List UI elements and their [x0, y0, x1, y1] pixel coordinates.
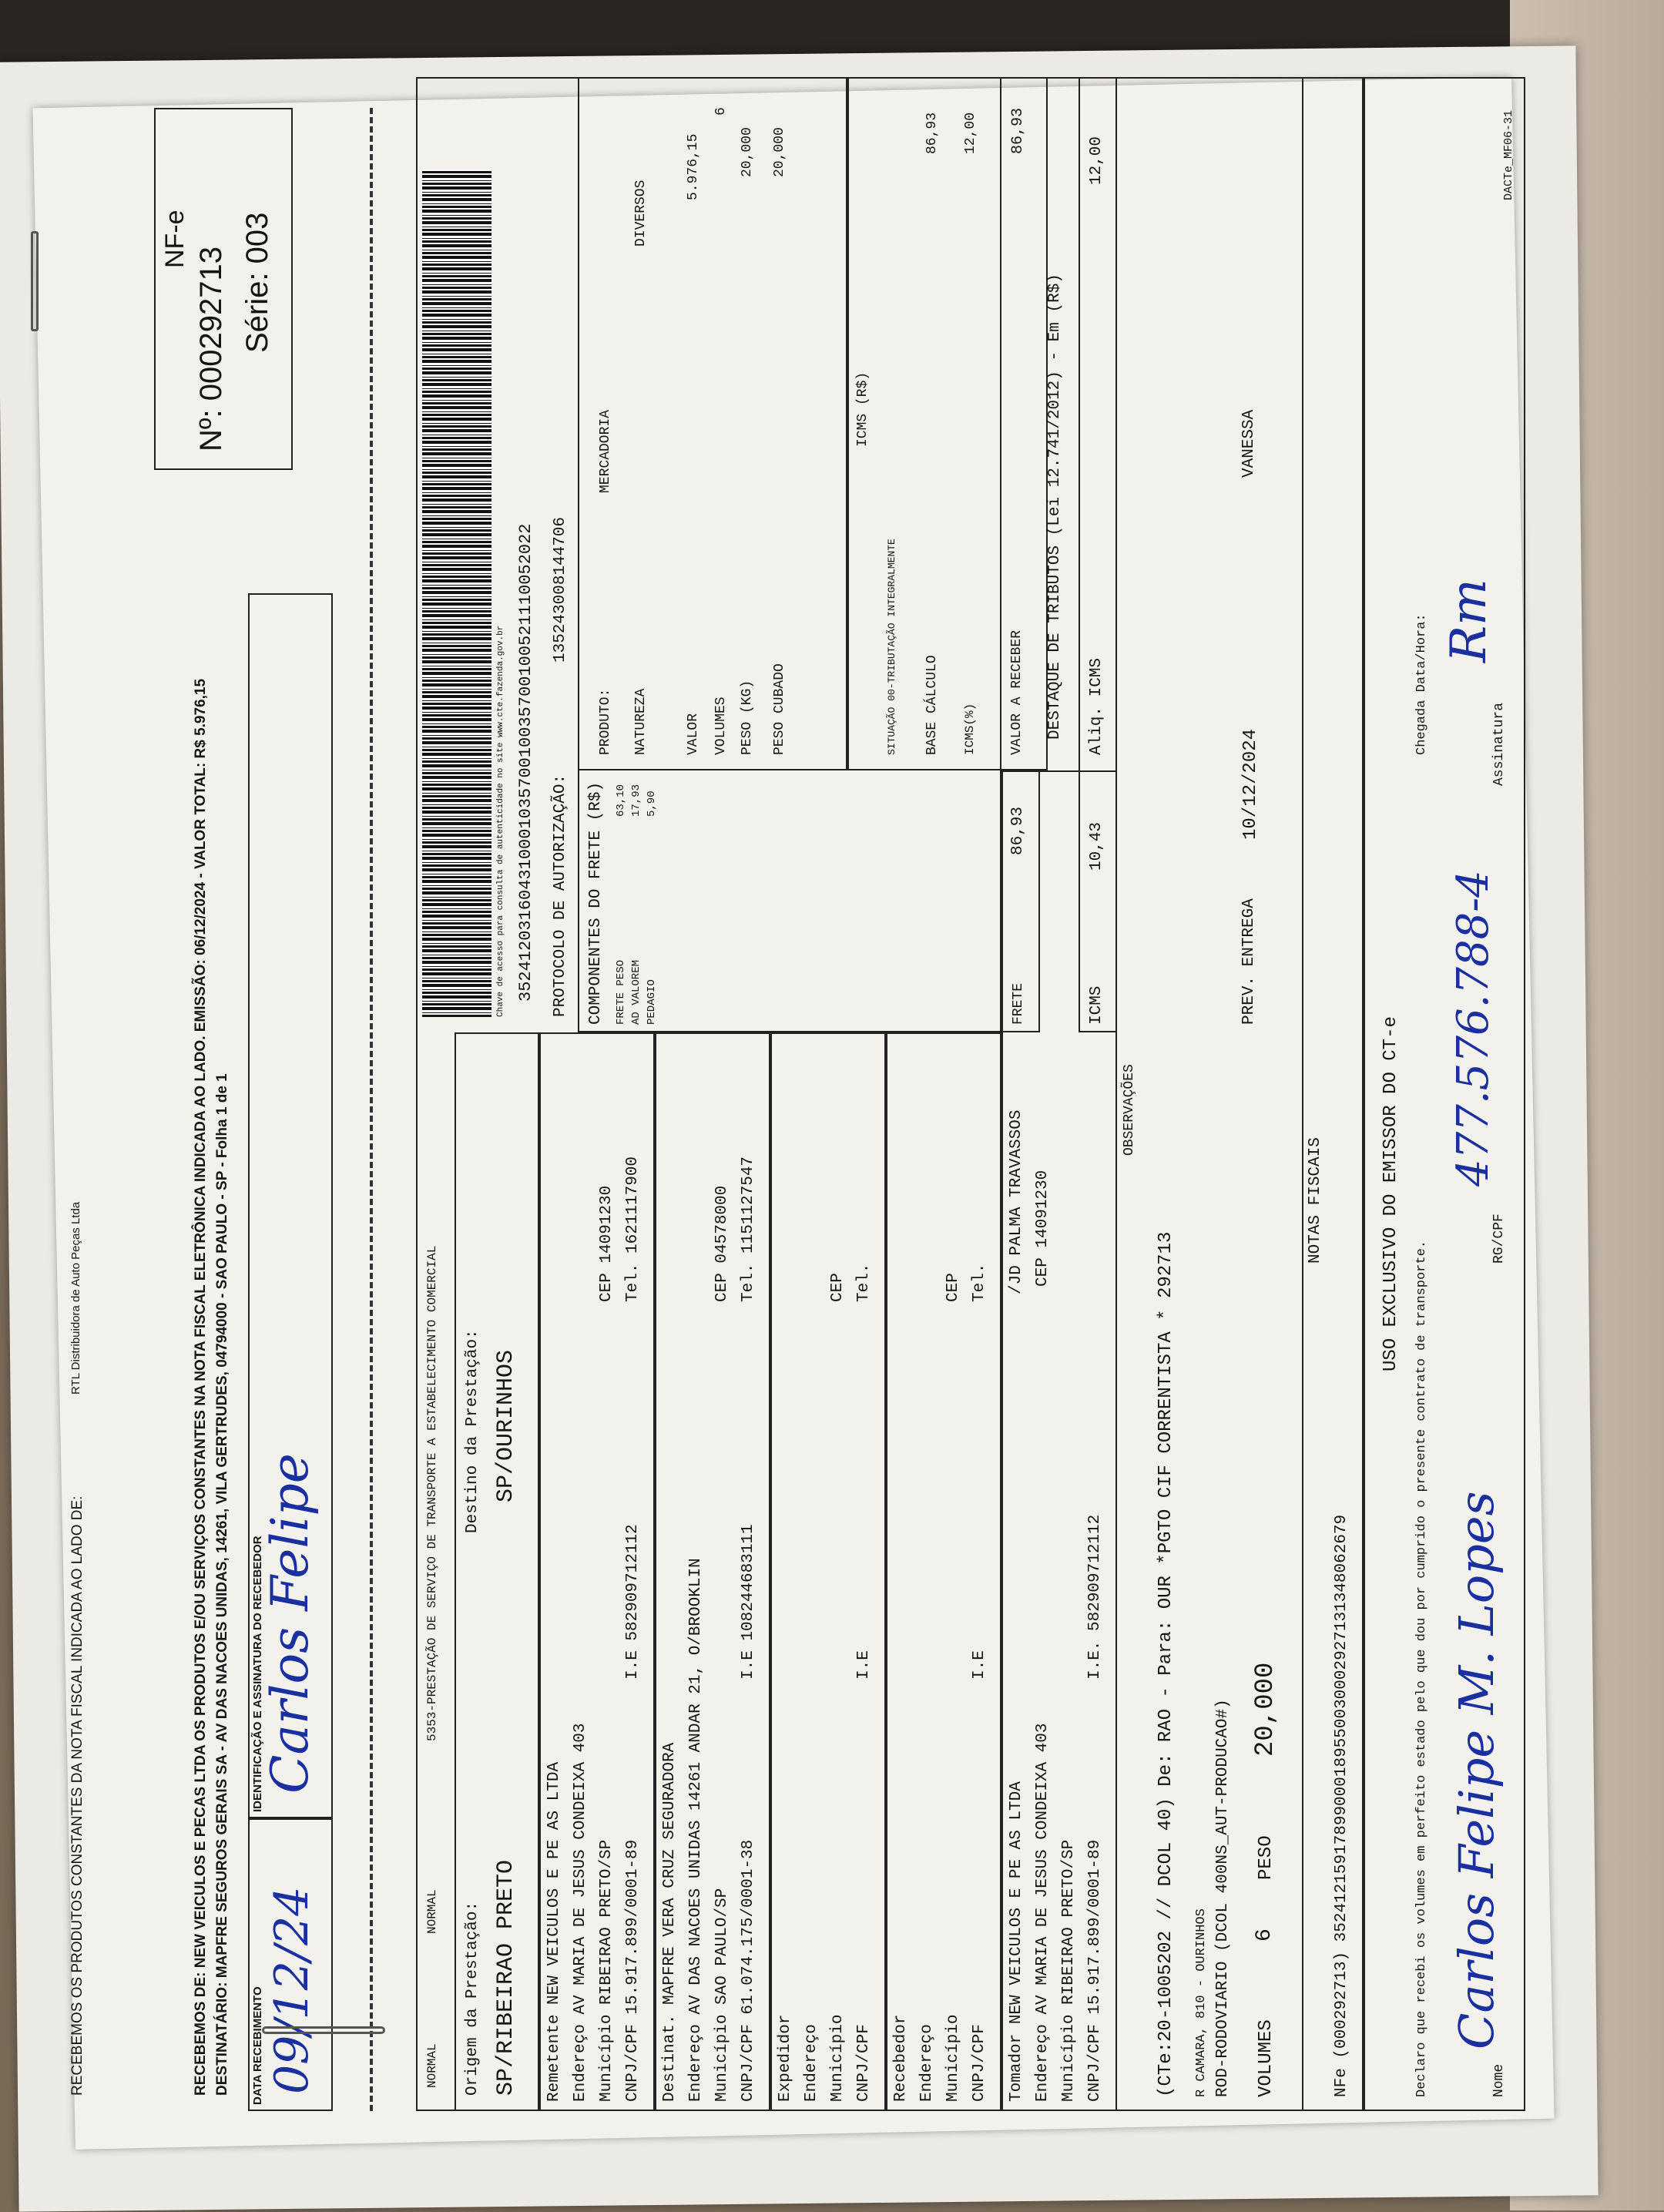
tomador-row2: Endereço AV MARIA DE JESUS CONDEIXA 403: [1034, 1723, 1052, 2102]
footer-code: DACTe_MF06-31: [1502, 109, 1515, 200]
valor-receber-value: 86,93: [1009, 107, 1027, 154]
componente-3-name: PEDAGIO: [646, 979, 658, 1025]
recebedor-row3: Município: [944, 2014, 962, 2102]
frete-label: FRETE: [1011, 982, 1026, 1025]
volumes-value: 6: [1253, 1928, 1277, 1942]
rg-value: 477.576.788-4: [1448, 870, 1498, 1187]
tear-line: [370, 108, 373, 2111]
receipt-date-box: [248, 1818, 333, 2111]
origem-label: Origem da Prestação:: [464, 1901, 481, 2096]
componente-1-name: FRETE PESO: [615, 959, 627, 1025]
expedidor-row3: Município: [829, 2014, 847, 2102]
recebedor-tel: Tel.: [971, 1263, 988, 1302]
produto-value: MERCADORIA: [598, 409, 613, 493]
peso-value: 20,000: [1251, 1662, 1280, 1757]
remetente-row2: Endereço AV MARIA DE JESUS CONDEIXA 403: [572, 1723, 589, 2102]
produto-label: PRODUTO:: [598, 688, 613, 755]
remetente-tel: Tel. 1621117900: [624, 1156, 642, 1302]
valor-value: 5.976,15: [686, 133, 701, 200]
expedidor-row4: CNPJ/CPF: [855, 2024, 873, 2102]
expedidor-row1: Expedidor: [777, 2014, 794, 2102]
componente-2-name: AD VALOREM: [630, 959, 642, 1025]
tomador-cep: CEP 14091230: [1034, 1170, 1052, 1287]
barcode: [422, 170, 491, 1017]
expedidor-row2: Endereço: [803, 2024, 820, 2102]
tomador-row4: CNPJ/CPF 15.917.899/0001-89: [1086, 1839, 1104, 2102]
chave-label: Chave de acesso para consulta de autenticidade no site www.cte.fazenda.gov.br: [496, 625, 505, 1017]
prev-entrega-value: 10/12/2024: [1240, 728, 1261, 840]
aliq-row-value: 12,00: [1088, 136, 1105, 185]
icms-situacao: SITUAÇÃO 00-TRIBUTAÇÃO INTEGRALMENTE: [886, 539, 897, 755]
receipt-band: [162, 77, 416, 2111]
destinatario-row3: Município SAO PAULO/SP: [713, 1888, 731, 2102]
vanessa-label: VANESSA: [1240, 409, 1258, 478]
rg-label: RG/CPF: [1491, 1213, 1507, 1264]
tipo-label: NORMAL: [425, 2043, 439, 2088]
origem-value: SP/RIBEIRAO PRETO: [493, 1859, 519, 2096]
recebedor-row1: Recebedor: [892, 2014, 910, 2102]
destino-value: SP/OURINHOS: [493, 1349, 519, 1502]
chave-value: 35241203160431000103570010035700100521110052022: [516, 523, 535, 1002]
cte-document: [69, 77, 1525, 2111]
destinatario-ie: I.E 108244683111: [740, 1524, 757, 1680]
recebedor-row4: CNPJ/CPF: [971, 2024, 988, 2102]
natureza-label: NATUREZA: [633, 688, 649, 755]
nome-value: Carlos Felipe M. Lopes: [1448, 1491, 1505, 2049]
receipt-signature-value: Carlos Felipe: [260, 1453, 320, 1794]
natureza-value: DIVERSOS: [633, 180, 649, 247]
obs-line-3: ROD-RODOVIARIO (DCOL 400NS_AUT-PRODUCAO#): [1214, 1699, 1232, 2097]
expedidor-cep: CEP: [829, 1273, 847, 1302]
recebedor-row2: Endereço: [918, 2024, 936, 2102]
declaro-text: Declaro que recebi os volumes em perfeito estado pelo que dou por cumprido o presente contrato de transporte.: [1414, 1240, 1429, 2097]
valor-receber-label: VALOR A RECEBER: [1009, 629, 1025, 755]
tomador-row1: Tomador NEW VEICULOS E PE AS LTDA: [1008, 1781, 1025, 2102]
aliq-row-label: Aliq. ICMS: [1088, 657, 1105, 755]
recebedor-box: [886, 1032, 1001, 2111]
tomador-row3: Município RIBEIRAO PRETO/SP: [1060, 1839, 1078, 2102]
receipt-line-1: RECEBEMOS DE: NEW VEICULOS E PECAS LTDA OS PRODUTOS E/OU SERVIÇOS CONSTANTES NA NOTA FISCAL ELETRÔNICA INDICADA AO LADO. EMISSÃO: 06/12/2024 - VALOR TOTAL: R$ 5.976,15: [193, 678, 209, 2096]
componentes-title: COMPONENTES DO FRETE (R$): [587, 781, 605, 1025]
notas-title: NOTAS FISCAIS: [1307, 1137, 1324, 1264]
nfe-title: NF-e: [160, 210, 190, 268]
recebedor-ie: I.E: [971, 1650, 988, 1680]
assinatura-label: Assinatura: [1491, 702, 1507, 786]
assinatura-value: Rm: [1441, 579, 1498, 663]
componente-2-value: 17,93: [630, 784, 642, 817]
stub-company: RTL Distribuidora de Auto Peças Ltda: [69, 1201, 82, 1395]
protocolo-value: 135243008144706: [552, 516, 569, 663]
componente-3-value: 5,90: [646, 790, 658, 817]
nfe-box: [154, 108, 293, 470]
volumes-comp-value: 6: [713, 107, 729, 116]
valor-label: VALOR: [686, 713, 701, 755]
peso-comp-label: PESO (KG): [740, 680, 755, 755]
chegada-label: Chegada Data/Hora:: [1414, 613, 1429, 755]
obs-line-2: R CAMARA, 810 - OURINHOS: [1194, 1908, 1209, 2097]
uso-title: USO EXCLUSIVO DO EMISSOR DO CT-e: [1381, 1016, 1401, 1371]
frete-value: 86,93: [1009, 806, 1027, 855]
nfe-number: Nº: 000292713: [194, 247, 228, 451]
icms-row-label: ICMS: [1088, 985, 1105, 1025]
receipt-signature-label: IDENTIFICAÇÃO E ASSINATURA DO RECEBEDOR: [251, 1536, 264, 1812]
remetente-row3: Município RIBEIRAO PRETO/SP: [598, 1839, 616, 2102]
destinatario-row1: Destinat. MAPFRE VERA CRUZ SEGURADORA: [661, 1742, 679, 2102]
cubado-label: PESO CUBADO: [772, 663, 787, 755]
notas-value: NFe (000292713) 35241215917899000189550030002927131348062679: [1333, 1514, 1350, 2097]
recebedor-cep: CEP: [944, 1273, 962, 1302]
destino-label: Destino da Prestação:: [464, 1329, 481, 1533]
remetente-cep: CEP 14091230: [598, 1185, 616, 1302]
destinatario-row4: CNPJ/CPF 61.074.175/0001-38: [740, 1839, 757, 2102]
base-calculo-label: BASE CÁLCULO: [924, 655, 940, 755]
receipt-date-label: DATA RECEBIMENTO: [251, 1986, 264, 2105]
volumes-label: VOLUMES: [1256, 2019, 1277, 2097]
produto-box: [578, 77, 847, 770]
destinatario-tel: Tel. 1151127547: [740, 1156, 757, 1302]
icms-row-value: 10,43: [1088, 821, 1105, 871]
receipt-signature-box: [248, 593, 333, 1818]
icms-title: ICMS (R$): [855, 371, 871, 447]
stub-header: RECEBEMOS OS PRODUTOS CONSTANTES DA NOTA FISCAL INDICADA AO LADO DE:: [69, 1495, 86, 2096]
base-calculo-value: 86,93: [924, 112, 940, 154]
cfop: 5353-PRESTAÇÃO DE SERVIÇO DE TRANSPORTE A ESTABELECIMENTO COMERCIAL: [425, 1245, 439, 1741]
destinatario-row2: Endereço AV DAS NACOES UNIDAS 14261 ANDAR 21, O/BROOKLIN: [687, 1558, 705, 2102]
tipo-label-2: NORMAL: [425, 1889, 439, 1934]
staple: [31, 231, 39, 331]
paper-clip: [262, 2026, 385, 2034]
remetente-row1: Remetente NEW VEICULOS E PE AS LTDA: [545, 1761, 563, 2102]
componente-1-value: 63,10: [615, 784, 627, 817]
nome-label: Nome: [1491, 2063, 1507, 2097]
remetente-row4: CNPJ/CPF 15.917.899/0001-89: [624, 1839, 642, 2102]
obs-title: OBSERVAÇÕES: [1122, 1064, 1137, 1156]
expedidor-tel: Tel.: [855, 1263, 873, 1302]
icms-row-box: [1079, 77, 1117, 1032]
peso-label: PESO: [1256, 1835, 1277, 1880]
cte-main: [416, 77, 1525, 2111]
aliquota-value: 12,00: [963, 112, 978, 154]
receipt-date-value: 09/12/24: [265, 1886, 319, 2094]
peso-comp-value: 20,000: [740, 127, 755, 177]
remetente-ie: I.E 582909712112: [624, 1524, 642, 1680]
expedidor-box: [770, 1032, 886, 2111]
destinatario-cep: CEP 04578000: [713, 1185, 731, 1302]
aliquota-label: ICMS(%): [963, 703, 977, 755]
receipt-line-2: DESTINATÁRIO: MAPFRE SEGUROS GERAIS SA - AV DAS NACOES UNIDAS, 14261, VILA GERTRUDES, 04794000 - SAO PAULO - SP - Folha 1 de 1: [214, 1073, 230, 2096]
nfe-serie: Série: 003: [240, 212, 274, 353]
prev-entrega-label: PREV. ENTREGA: [1240, 898, 1258, 1025]
destaque-label: DESTAQUE DE TRIBUTOS (Lei 12.741/2012) - Em (R$): [1046, 274, 1064, 740]
volumes-comp-label: VOLUMES: [713, 696, 729, 755]
obs-line-1: (CTe:20-1005202 // DCOL 40) De: RAO - Para: OUR *PGTO CIF CORRENTISTA * 292713: [1156, 1231, 1176, 2097]
cubado-value: 20,000: [772, 127, 787, 177]
tomador-extra: /JD PALMA TRAVASSOS: [1008, 1109, 1025, 1294]
protocolo-label: PROTOCOLO DE AUTORIZAÇÃO:: [552, 774, 569, 1017]
tomador-ie: I.E. 582909712112: [1086, 1514, 1104, 1680]
expedidor-ie: I.E: [855, 1650, 873, 1680]
